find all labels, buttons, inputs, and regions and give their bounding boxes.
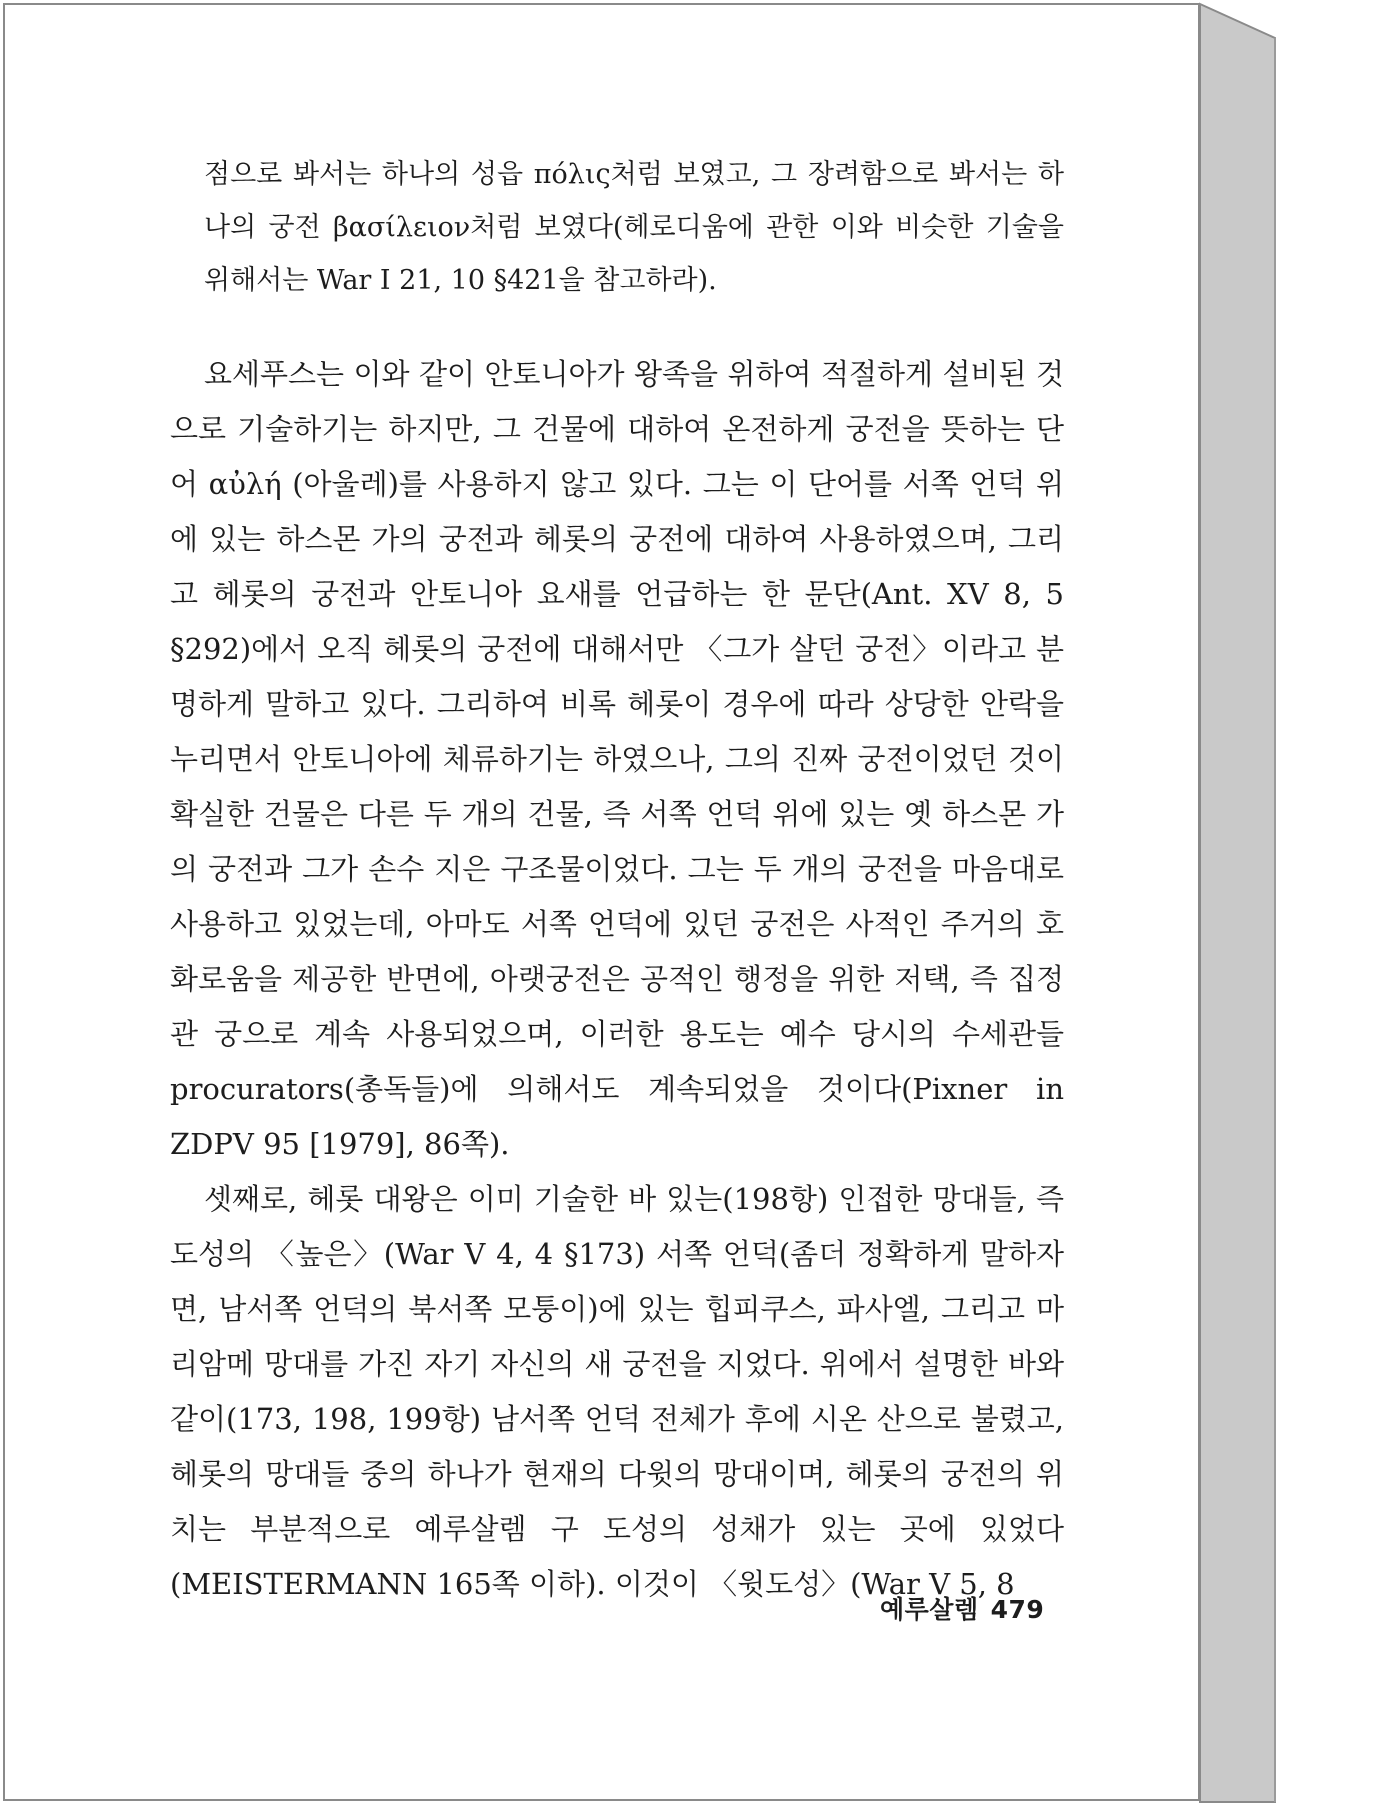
running-title: 예루살렘	[880, 1595, 979, 1624]
body-paragraph-2: 셋째로, 헤롯 대왕은 이미 기술한 바 있는(198항) 인접한 망대들, 즉 도성의 〈높은〉(War V 4, 4 §173) 서쪽 언덕(좀더 정확하게 말하자면, 남서쪽 언덕의 북서쪽 모퉁이)에 있는 힙피쿠스, 파사엘, 그리고 마리암메 망대를 가진 자기 자신의 새 궁전을 지었다. 위에서 설명한 바와 같이(173, 198, 199항) 남서쪽 언덕 전체가 후에 시온 산으로 불렸고, 헤롯의 망대들 중의 하나가 현재의 다윗의 망대이며, 헤롯의 궁전의 위치는 부분적으로 예루살렘 구 도성의 성채가 있는 곳에 있었다(MEISTERMANN 165쪽 이하). 이것이 〈윗도성〉(War V 5, 8	[170, 1182, 1064, 1601]
page-footer	[880, 1590, 1044, 1626]
body-paragraph-1: 요세푸스는 이와 같이 안토니아가 왕족을 위하여 적절하게 설비된 것으로 기술하기는 하지만, 그 건물에 대하여 온전하게 궁전을 뜻하는 단어 αὐλή (아울레)를 사용하지 않고 있다. 그는 이 단어를 서쪽 언덕 위에 있는 하스몬 가의 궁전과 헤롯의 궁전에 대하여 사용하였으며, 그리고 헤롯의 궁전과 안토니아 요새를 언급하는 한 문단(Ant. XV 8, 5 §292)에서 오직 헤롯의 궁전에 대해서만 〈그가 살던 궁전〉이라고 분명하게 말하고 있다. 그리하여 비록 헤롯이 경우에 따라 상당한 안락을 누리면서 안토니아에 체류하기는 하였으나, 그의 진짜 궁전이었던 것이 확실한 건물은 다른 두 개의 건물, 즉 서쪽 언덕 위에 있는 옛 하스몬 가의 궁전과 그가 손수 지은 구조물이었다. 그는 두 개의 궁전을 마음대로 사용하고 있었는데, 아마도 서쪽 언덕에 있던 궁전은 사적인 주거의 호화로움을 제공한 반면에, 아랫궁전은 공적인 행정을 위한 저택, 즉 집정관 궁으로 계속 사용되었으며, 이러한 용도는 예수 당시의 수세관들 procurators(총독들)에 의해서도 계속되었을 것이다(Pixner in ZDPV 95 [1979], 86쪽).	[170, 357, 1064, 1161]
page-body	[170, 148, 1064, 1612]
page-number: 479	[990, 1595, 1045, 1624]
block-quote: 점으로 봐서는 하나의 성읍 πόλις처럼 보였고, 그 장려함으로 봐서는 하나의 궁전 βασίλειον처럼 보였다(헤로디움에 관한 이와 비슷한 기술을 위해서는 War I 21, 10 §421을 참고하라).	[204, 159, 1064, 296]
